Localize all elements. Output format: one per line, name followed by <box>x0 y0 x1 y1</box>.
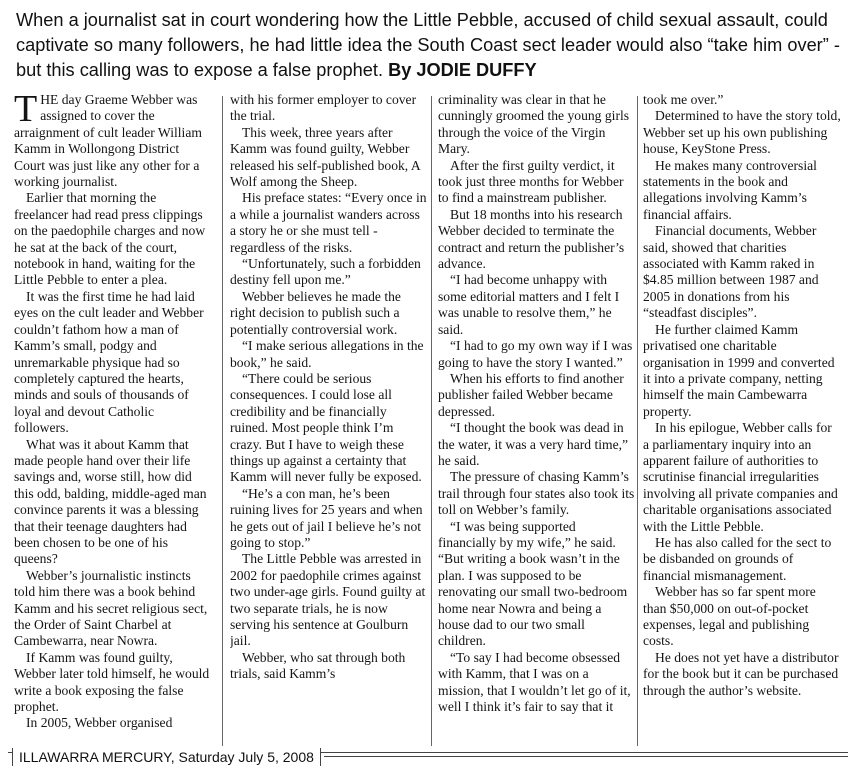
article-paragraph <box>230 92 428 125</box>
article-paragraph <box>438 519 636 650</box>
paragraph-text: “I was being supported financially by my wife,” he said. “But writing a book wasn’t in the plan. I was supposed to be renovating our small two-bedroom home near Nowra and being a house dad to our two small children. <box>438 518 628 649</box>
paragraph-text: “I had to go my own way if I was going to have the story I wanted.” <box>438 338 633 370</box>
article-paragraph <box>438 272 636 338</box>
paragraph-text: He further claimed Kamm privatised one charitable organisation in 1999 and converted it into a private company, netting himself the main Cambewarra property. <box>643 321 835 419</box>
standfirst-text: When a journalist sat in court wondering how the Little Pebble, accused of child sexual assault, could captivate so many followers, he had little idea the South Coast sect leader would also “take him over” - but this calling was to expose a false prophet. <box>16 10 840 80</box>
paragraph-text: with his former employer to cover the trial. <box>230 92 417 124</box>
paragraph-text: In 2005, Webber organised <box>26 715 173 731</box>
paragraph-text: After the first guilty verdict, it took just three months for Webber to find a mainstream publisher. <box>438 157 624 206</box>
article-paragraph <box>438 420 636 469</box>
paragraph-text: Webber believes he made the right decision to publish such a potentially controversial work. <box>230 288 401 337</box>
article-paragraph <box>230 371 428 486</box>
standfirst <box>16 8 846 83</box>
paragraph-text: “I had become unhappy with some editorial matters and I felt I was unable to resolve them,” he said. <box>438 272 620 337</box>
article-paragraph <box>643 223 841 321</box>
article-body <box>14 92 844 744</box>
paragraph-text: He makes many controversial statements in the book and allegations involving Kamm’s financial affairs. <box>643 157 817 222</box>
paragraph-text: If Kamm was found guilty, Webber later told himself, he would write a book exposing the false prophet. <box>14 649 210 715</box>
paragraph-text: took me over.” <box>643 92 724 107</box>
column-rule <box>431 96 432 746</box>
paragraph-text: “I thought the book was dead in the water, it was a very hard time,” he said. <box>438 420 629 468</box>
paragraph-text: “There could be serious consequences. I could lose all credibility and be financially ruined. Most people think I’m crazy. But I have to weigh these things up against a certainty that Kamm will never fully be exposed. <box>230 370 422 485</box>
footer-dateline: ILLAWARRA MERCURY, Saturday July 5, 2008 <box>12 748 321 766</box>
article-paragraph <box>643 108 841 157</box>
paragraph-text: In his epilogue, Webber calls for a parliamentary inquiry into an apparent failure of authorities to scrutinise financial irregularities involving all private companies and charitable organisations associated with the Little Pebble. <box>643 420 838 534</box>
article-paragraph <box>643 322 841 420</box>
article-paragraph <box>14 568 212 650</box>
article-paragraph <box>230 125 428 191</box>
article-paragraph <box>643 92 841 108</box>
paragraph-text: criminality was clear in that he cunningly groomed the young girls through the voice of the Virgin Mary. <box>438 92 630 157</box>
column-rule <box>222 96 223 746</box>
paragraph-text: “He’s a con man, he’s been ruining lives for 25 years and when he gets out of jail I believe he’s not going to stop.” <box>230 485 423 550</box>
article-paragraph <box>230 338 428 371</box>
paragraph-text: He does not yet have a distributor for the book but it can be purchased through the author’s website. <box>643 649 839 698</box>
paragraph-text: Webber has so far spent more than $50,000 on out-of-pocket expenses, legal and publishing costs. <box>643 584 816 649</box>
article-paragraph <box>438 371 636 420</box>
paragraph-text: “Unfortunately, such a forbidden destiny fell upon me.” <box>230 256 421 288</box>
article-paragraph <box>14 190 212 288</box>
paragraph-text: The pressure of chasing Kamm’s trail through four states also took its toll on Webber’s family. <box>438 469 635 518</box>
paragraph-text: It was the first time he had laid eyes on the cult leader and Webber couldn’t fathom how a man of Kamm’s small, podgy and unremarkable physique had so completely captured the hearts, minds and souls of thousands of loyal and devout Catholic followers. <box>14 288 204 436</box>
article-paragraph <box>14 92 212 190</box>
paragraph-text: He has also called for the sect to be disbanded on grounds of financial mismanagement. <box>643 534 832 583</box>
article-paragraph <box>14 650 212 716</box>
paragraph-text: This week, three years after Kamm was found guilty, Webber released his self-published book, A Wolf among the Sheep. <box>230 124 420 190</box>
paragraph-text: Webber, who sat through both trials, said Kamm’s <box>230 649 406 682</box>
article-paragraph <box>643 158 841 224</box>
article-paragraph <box>643 420 841 535</box>
article-column-2 <box>230 92 428 744</box>
article-paragraph <box>438 207 636 273</box>
paragraph-text: Determined to have the story told, Webber set up his own publishing house, KeyStone Press. <box>643 108 841 157</box>
paragraph-text: Earlier that morning the freelancer had read press clippings on the paedophile charges and now he sat at the back of the court, notebook in hand, waiting for the Little Pebble to enter a plea. <box>14 190 206 288</box>
article-paragraph <box>438 469 636 518</box>
paragraph-text: “I make serious allegations in the book,” he said. <box>230 338 424 370</box>
paragraph-text: What was it about Kamm that made people hand over their life savings and, worse still, how did this odd, balding, middle-aged man convince parents it was a blessing that their teenage daughters had been chosen to be one of his queens? <box>14 436 207 567</box>
article-paragraph <box>230 486 428 552</box>
article-paragraph <box>230 289 428 338</box>
footer-rule <box>324 756 848 757</box>
article-paragraph <box>230 256 428 289</box>
article-paragraph <box>230 650 428 683</box>
article-paragraph <box>438 92 636 158</box>
article-paragraph <box>643 650 841 699</box>
article-paragraph <box>438 650 636 716</box>
byline: By JODIE DUFFY <box>388 60 537 80</box>
column-rule <box>637 96 638 746</box>
article-paragraph <box>230 551 428 649</box>
page-footer <box>8 748 848 768</box>
article-paragraph <box>643 584 841 650</box>
paragraph-text: HE day Graeme Webber was assigned to cover the arraignment of cult leader William Kamm in Wollongong District Court was just like any other for a working journalist. <box>14 92 202 190</box>
paragraph-text: Webber’s journalistic instincts told him there was a book behind Kamm and his secret religious sect, the Order of Saint Charbel at Cambewarra, near Nowra. <box>14 567 208 649</box>
article-paragraph <box>230 190 428 256</box>
article-paragraph <box>438 158 636 207</box>
paragraph-text: When his efforts to find another publisher failed Webber became depressed. <box>438 370 624 419</box>
article-paragraph <box>643 535 841 584</box>
paragraph-text: Financial documents, Webber said, showed that charities associated with Kamm raked in $4.85 million between 1987 and 2005 in donations from his “steadfast disciples”. <box>643 223 819 321</box>
article-paragraph <box>14 715 212 731</box>
paragraph-text: But 18 months into his research Webber decided to terminate the contract and return the publisher’s advance. <box>438 206 625 272</box>
paragraph-text: His preface states: “Every once in a while a journalist wanders across a story he or she must tell - regardless of the risks. <box>230 190 427 255</box>
article-paragraph <box>14 437 212 568</box>
article-column-1 <box>14 92 212 744</box>
article-column-3 <box>438 92 636 744</box>
paragraph-text: “To say I had become obsessed with Kamm, that I was on a mission, that I wouldn’t let go of it, well I think it’s fair to say that it <box>438 649 631 715</box>
drop-cap: T <box>14 92 38 130</box>
article-column-4 <box>643 92 841 744</box>
article-paragraph <box>438 338 636 371</box>
paragraph-text: The Little Pebble was arrested in 2002 for paedophile crimes against two under-age girls. Found guilty at two separate trials, he is now serving his sentence at Goulburn jail. <box>230 551 426 649</box>
article-paragraph <box>14 289 212 437</box>
